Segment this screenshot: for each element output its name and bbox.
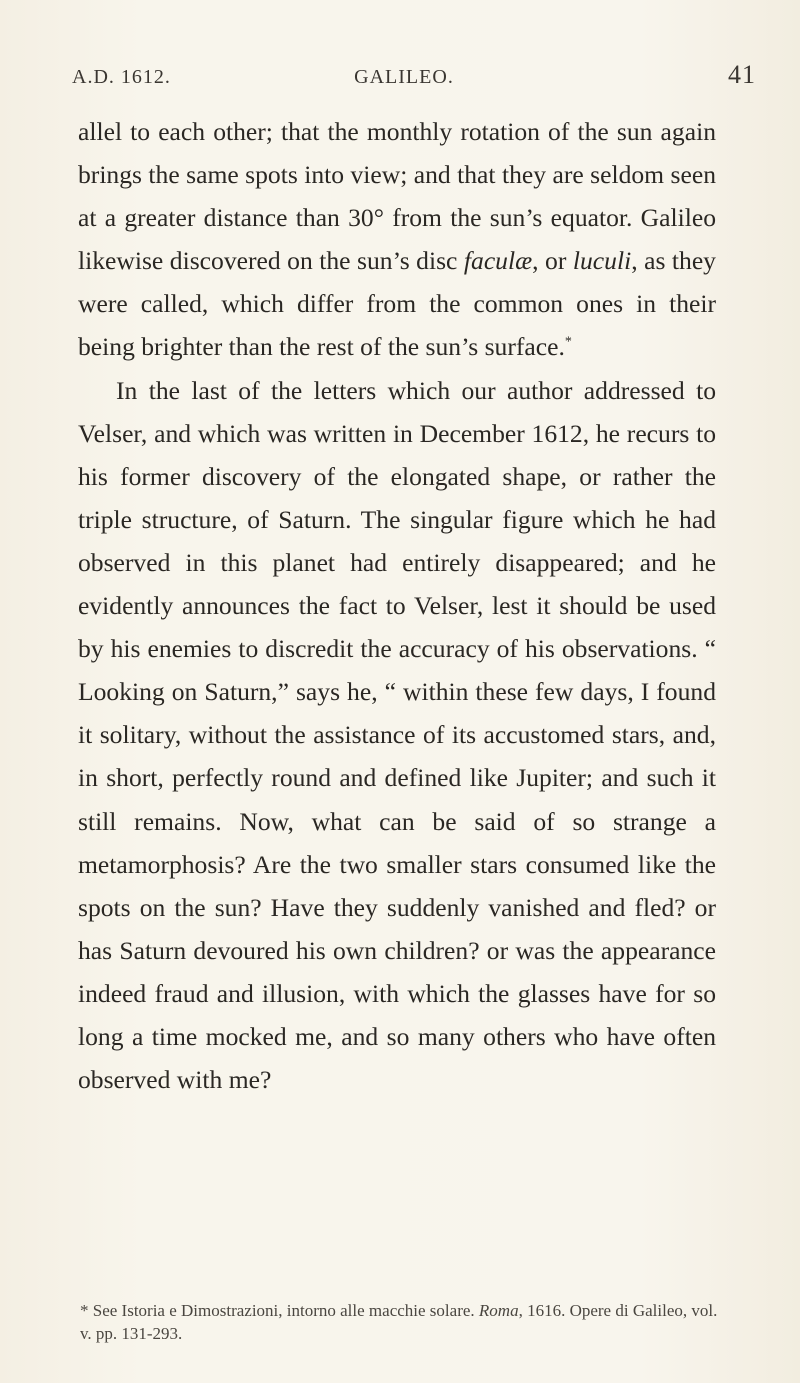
italic-text: faculæ bbox=[463, 246, 533, 276]
footnote-marker: * bbox=[564, 334, 572, 350]
page-number: 41 bbox=[728, 60, 756, 89]
running-header bbox=[72, 58, 756, 94]
italic-text: luculi bbox=[572, 246, 632, 276]
header-date: A.D. 1612. bbox=[72, 66, 171, 88]
text-run: , or bbox=[532, 246, 573, 276]
text-run: In the last of the letters which our author addressed to Velser, and which was written in December 1612, he recurs to his former discovery of the elongated shape, or rather the triple structure, of Saturn. The singular figure which he had observed in this planet had entirely disappeared; and he evidently announces the fact to Velser, lest it should be used by his enemies to discredit the accuracy of his observations. “ Looking on Saturn,” says he, “ within these few days, I found it solitary, without the assistance of its accustomed stars, and, in short, perfectly round and defined like Jupiter; and such it still remains. Now, what can be said of so strange a metamorphosis? Are the two smaller stars consumed like the spots on the sun? Have they suddenly vanished and fled? or has Saturn devoured his own children? or was the appearance indeed fraud and illusion, with which the glasses have for so long a time mocked me, and so many others who have often observed with me? bbox=[78, 375, 716, 1095]
paragraph bbox=[78, 369, 716, 1102]
text-run: , 1616. Opere di Galileo, vol. v. pp. 131-293. bbox=[80, 1301, 718, 1343]
header-title: GALILEO. bbox=[354, 66, 454, 88]
italic-text: Roma bbox=[478, 1301, 519, 1320]
text-run: , as they were called, which differ from the common ones in their being brighter than the rest of the sun’s surface. bbox=[78, 246, 716, 362]
text-run: allel to each other; that the monthly rotation of the sun again brings the same spots into view; and that they are seldom seen at a greater distance than 30° from the sun’s equator. Galileo likewise discovered on the sun’s disc bbox=[78, 117, 716, 276]
text-run: * See Istoria e Dimostrazioni, intorno alle macchie solare. bbox=[80, 1301, 479, 1320]
body-text bbox=[78, 110, 716, 1101]
paragraph bbox=[78, 110, 716, 369]
footnote bbox=[80, 1299, 720, 1345]
